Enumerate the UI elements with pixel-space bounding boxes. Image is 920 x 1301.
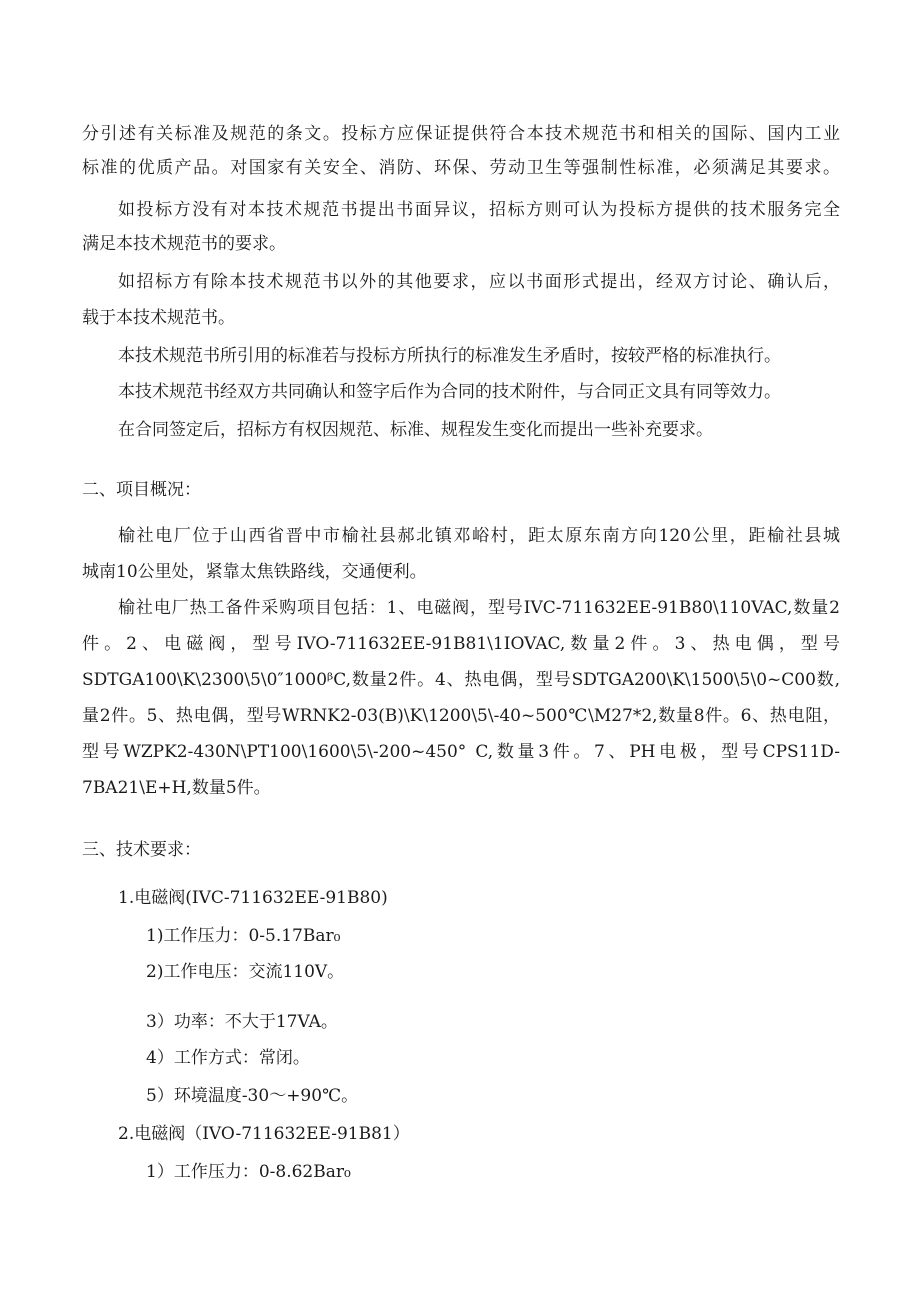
section2-p2-line1: 榆社电厂热工备件采购项目包括：1、电磁阀，型号IVC-711632EE-91B80\110VAC,数量2 xyxy=(118,598,840,618)
item1-spec1: 1)工作压力：0-5.17Bar₀ xyxy=(146,926,341,946)
intro-p4: 本技术规范书所引用的标准若与投标方所执行的标准发生矛盾时，按较严格的标准执行。 xyxy=(118,346,781,366)
intro-p3-line2: 载于本技术规范书。 xyxy=(82,308,235,328)
item1-spec4: 4）工作方式：常闭。 xyxy=(146,1048,310,1068)
intro-p5: 本技术规范书经双方共同确认和签字后作为合同的技术附件，与合同正文具有同等效力。 xyxy=(118,382,781,402)
intro-p2-line1: 如投标方没有对本技术规范书提出书面异议，招标方则可认为投标方提供的技术服务完全 xyxy=(118,200,840,220)
intro-p1-line2: 标准的优质产品。对国家有关安全、消防、环保、劳动卫生等强制性标准，必须满足其要求。 xyxy=(82,158,840,178)
section3-heading: 三、技术要求： xyxy=(82,840,201,860)
section2-p1-line1: 榆社电厂位于山西省晋中市榆社县郝北镇邓峪村，距太原东南方向120公里，距榆社县城 xyxy=(118,526,840,546)
intro-p1-line1: 分引述有关标准及规范的条文。投标方应保证提供符合本技术规范书和相关的国际、国内工业 xyxy=(82,124,840,144)
item2-spec1: 1）工作压力：0-8.62Bar₀ xyxy=(146,1162,351,1182)
item1-spec5: 5）环境温度-30～+90℃。 xyxy=(146,1086,359,1106)
section2-p2-line6: 7BA21\E+H,数量5件。 xyxy=(82,778,271,798)
item2-title: 2.电磁阀（IVO-711632EE-91B81） xyxy=(118,1124,410,1144)
section2-heading: 二、项目概况： xyxy=(82,480,201,500)
item1-title: 1.电磁阀(IVC-711632EE-91B80) xyxy=(118,888,388,908)
section2-p2-line2: 件。2、电磁阀，型号IVO-711632EE-91B81\1IOVAC,数量2件。3、热电偶，型号 xyxy=(82,634,840,654)
intro-p3-line1: 如招标方有除本技术规范书以外的其他要求，应以书面形式提出，经双方讨论、确认后， xyxy=(118,272,840,292)
item1-spec3: 3）功率：不大于17VA。 xyxy=(146,1012,338,1032)
section2-p1-line2: 城南10公里处，紧靠太焦铁路线，交通便利。 xyxy=(82,562,427,582)
section2-p2-line4: 量2件。5、热电偶，型号WRNK2-03(B)\K\1200\5\-40~500℃\M27*2,数量8件。6、热电阻， xyxy=(82,706,840,726)
intro-p6: 在合同签定后，招标方有权因规范、标准、规程发生变化而提出一些补充要求。 xyxy=(118,420,713,440)
intro-p2-line2: 满足本技术规范书的要求。 xyxy=(82,234,286,254)
section2-p2-line5: 型号WZPK2-430N\PT100\1600\5\-200~450° C,数量3件。7、PH电极，型号CPS11D- xyxy=(82,742,840,762)
item1-spec2: 2)工作电压：交流110V。 xyxy=(146,962,345,982)
section2-p2-line3: SDTGA100\K\2300\5\0″1000ᵝC,数量2件。4、热电偶，型号SDTGA200\K\1500\5\0~C00数, xyxy=(82,670,840,690)
